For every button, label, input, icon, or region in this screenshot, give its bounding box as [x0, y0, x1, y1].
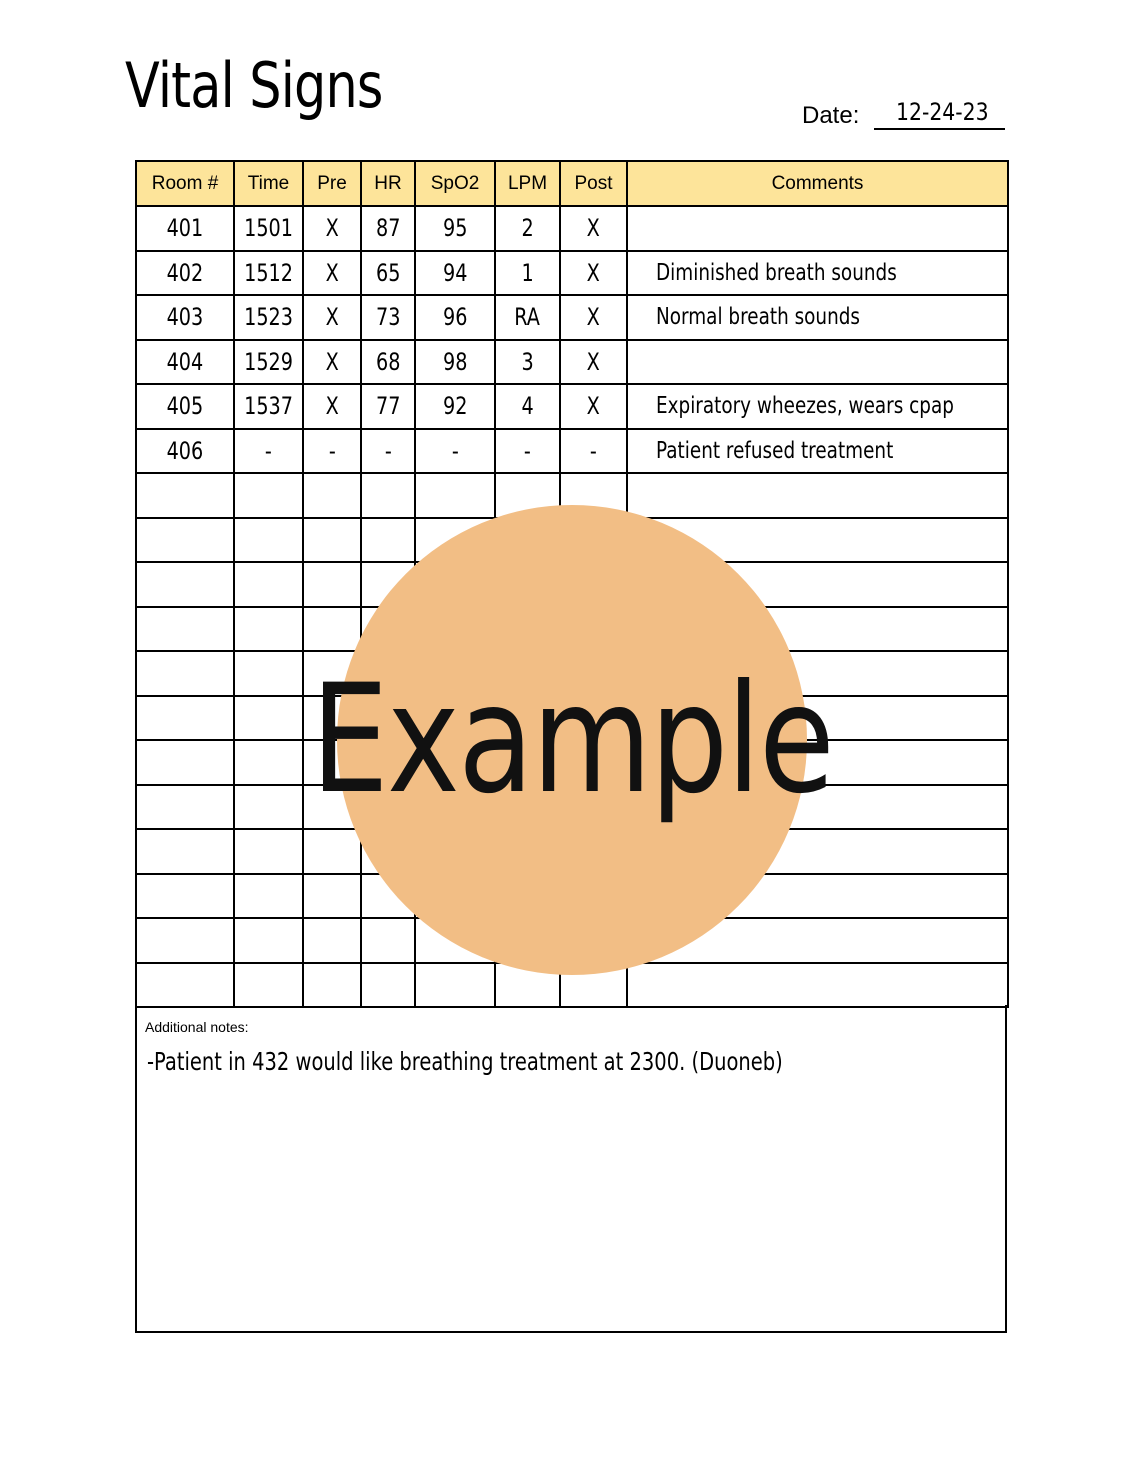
cell-pre [303, 206, 361, 251]
comments-value: Expiratory wheezes, wears cpap [656, 393, 954, 420]
cell-pre [303, 473, 361, 518]
header-spo2: SpO2 [415, 161, 495, 206]
page-title: Vital Signs [125, 49, 383, 122]
cell-room [136, 785, 234, 830]
room-value: 405 [166, 392, 204, 421]
date-underline [874, 128, 1005, 130]
cell-pre [303, 963, 361, 1008]
header-comments: Comments [627, 161, 1008, 206]
spo2-value: 94 [442, 258, 468, 287]
time-value: 1537 [244, 392, 293, 421]
watermark-text: Example [310, 653, 834, 827]
pre-value: X [325, 392, 339, 421]
room-value: 406 [166, 436, 204, 465]
cell-post [560, 206, 627, 251]
table-row [136, 295, 1008, 340]
cell-time [234, 295, 303, 340]
table-row [136, 340, 1008, 385]
cell-time [234, 651, 303, 696]
cell-time [234, 562, 303, 607]
cell-comments [627, 295, 1008, 340]
cell-pre [303, 918, 361, 963]
cell-time [234, 785, 303, 830]
cell-lpm [495, 251, 560, 296]
hr-value: - [384, 436, 392, 465]
cell-time [234, 607, 303, 652]
cell-comments [627, 340, 1008, 385]
cell-spo2 [415, 340, 495, 385]
comments-value: Normal breath sounds [656, 304, 861, 331]
header-post: Post [560, 161, 627, 206]
pre-value: X [325, 347, 339, 376]
cell-pre [303, 251, 361, 296]
cell-time [234, 740, 303, 785]
notes-label: Additional notes: [145, 1019, 249, 1035]
cell-pre [303, 874, 361, 919]
cell-room [136, 829, 234, 874]
time-value: 1501 [244, 214, 293, 243]
spo2-value: 98 [442, 347, 468, 376]
cell-pre [303, 384, 361, 429]
spo2-value: 92 [442, 392, 468, 421]
cell-hr [361, 340, 415, 385]
cell-spo2 [415, 429, 495, 474]
cell-pre [303, 429, 361, 474]
lpm-value: - [524, 436, 531, 465]
cell-spo2 [415, 384, 495, 429]
hr-value: 68 [375, 347, 401, 376]
cell-lpm [495, 295, 560, 340]
header-room: Room # [136, 161, 234, 206]
cell-comments [627, 206, 1008, 251]
cell-room [136, 473, 234, 518]
cell-post [560, 384, 627, 429]
cell-post [560, 340, 627, 385]
example-watermark [310, 505, 834, 975]
cell-spo2 [415, 251, 495, 296]
table-row [136, 429, 1008, 474]
cell-time [234, 206, 303, 251]
cell-room [136, 607, 234, 652]
cell-time [234, 874, 303, 919]
comments-value: Diminished breath sounds [656, 259, 897, 286]
room-value: 404 [166, 347, 204, 376]
room-value: 402 [166, 258, 204, 287]
post-value: X [586, 303, 601, 332]
cell-time [234, 384, 303, 429]
date-label: Date: [802, 102, 860, 129]
cell-room [136, 651, 234, 696]
cell-lpm [495, 340, 560, 385]
cell-hr [361, 295, 415, 340]
additional-notes-box [135, 1005, 1007, 1333]
pre-value: X [325, 303, 339, 332]
cell-comments [627, 429, 1008, 474]
post-value: X [586, 347, 601, 376]
cell-hr [361, 384, 415, 429]
spo2-value: - [451, 436, 459, 465]
cell-room [136, 918, 234, 963]
cell-spo2 [415, 206, 495, 251]
time-value: 1523 [244, 303, 293, 332]
cell-lpm [495, 429, 560, 474]
pre-value: X [325, 214, 339, 243]
table-header-row [136, 161, 1008, 206]
time-value: 1529 [244, 347, 293, 376]
post-value: X [586, 214, 601, 243]
post-value: - [590, 436, 597, 465]
cell-lpm [495, 206, 560, 251]
cell-pre [303, 340, 361, 385]
lpm-value: RA [514, 303, 541, 332]
cell-time [234, 696, 303, 741]
cell-hr [361, 251, 415, 296]
cell-time [234, 340, 303, 385]
hr-value: 77 [375, 392, 401, 421]
table-row [136, 384, 1008, 429]
cell-pre [303, 295, 361, 340]
pre-value: - [328, 436, 336, 465]
cell-room [136, 696, 234, 741]
cell-lpm [495, 384, 560, 429]
notes-text: -Patient in 432 would like breathing treatment at 2300. (Duoneb) [147, 1047, 783, 1076]
hr-value: 87 [375, 214, 401, 243]
cell-pre [303, 829, 361, 874]
cell-room [136, 340, 234, 385]
comments-value: Patient refused treatment [656, 437, 894, 464]
hr-value: 65 [375, 258, 401, 287]
pre-value: X [325, 258, 339, 287]
cell-time [234, 429, 303, 474]
cell-hr [361, 206, 415, 251]
cell-room [136, 206, 234, 251]
lpm-value: 3 [521, 347, 534, 376]
cell-room [136, 740, 234, 785]
lpm-value: 2 [521, 214, 534, 243]
cell-time [234, 829, 303, 874]
cell-time [234, 518, 303, 563]
cell-room [136, 429, 234, 474]
spo2-value: 95 [442, 214, 468, 243]
cell-spo2 [415, 295, 495, 340]
room-value: 403 [166, 303, 204, 332]
cell-post [560, 295, 627, 340]
spo2-value: 96 [442, 303, 468, 332]
cell-pre [303, 562, 361, 607]
table-row [136, 206, 1008, 251]
cell-post [560, 429, 627, 474]
cell-time [234, 918, 303, 963]
cell-room [136, 295, 234, 340]
cell-room [136, 874, 234, 919]
cell-room [136, 251, 234, 296]
cell-time [234, 251, 303, 296]
header-lpm: LPM [495, 161, 560, 206]
post-value: X [586, 258, 601, 287]
cell-comments [627, 251, 1008, 296]
cell-pre [303, 607, 361, 652]
header-time: Time [234, 161, 303, 206]
cell-hr [361, 429, 415, 474]
date-value: 12-24-23 [896, 98, 989, 126]
cell-comments [627, 384, 1008, 429]
cell-room [136, 562, 234, 607]
cell-room [136, 384, 234, 429]
table-row [136, 251, 1008, 296]
cell-time [234, 473, 303, 518]
cell-room [136, 518, 234, 563]
lpm-value: 4 [521, 392, 534, 421]
cell-pre [303, 518, 361, 563]
header-pre: Pre [303, 161, 361, 206]
lpm-value: 1 [521, 258, 534, 287]
time-value: 1512 [244, 258, 293, 287]
hr-value: 73 [375, 303, 401, 332]
header-hr: HR [361, 161, 415, 206]
time-value: - [265, 436, 272, 465]
cell-post [560, 251, 627, 296]
post-value: X [586, 392, 601, 421]
cell-time [234, 963, 303, 1008]
room-value: 401 [166, 214, 204, 243]
cell-room [136, 963, 234, 1008]
